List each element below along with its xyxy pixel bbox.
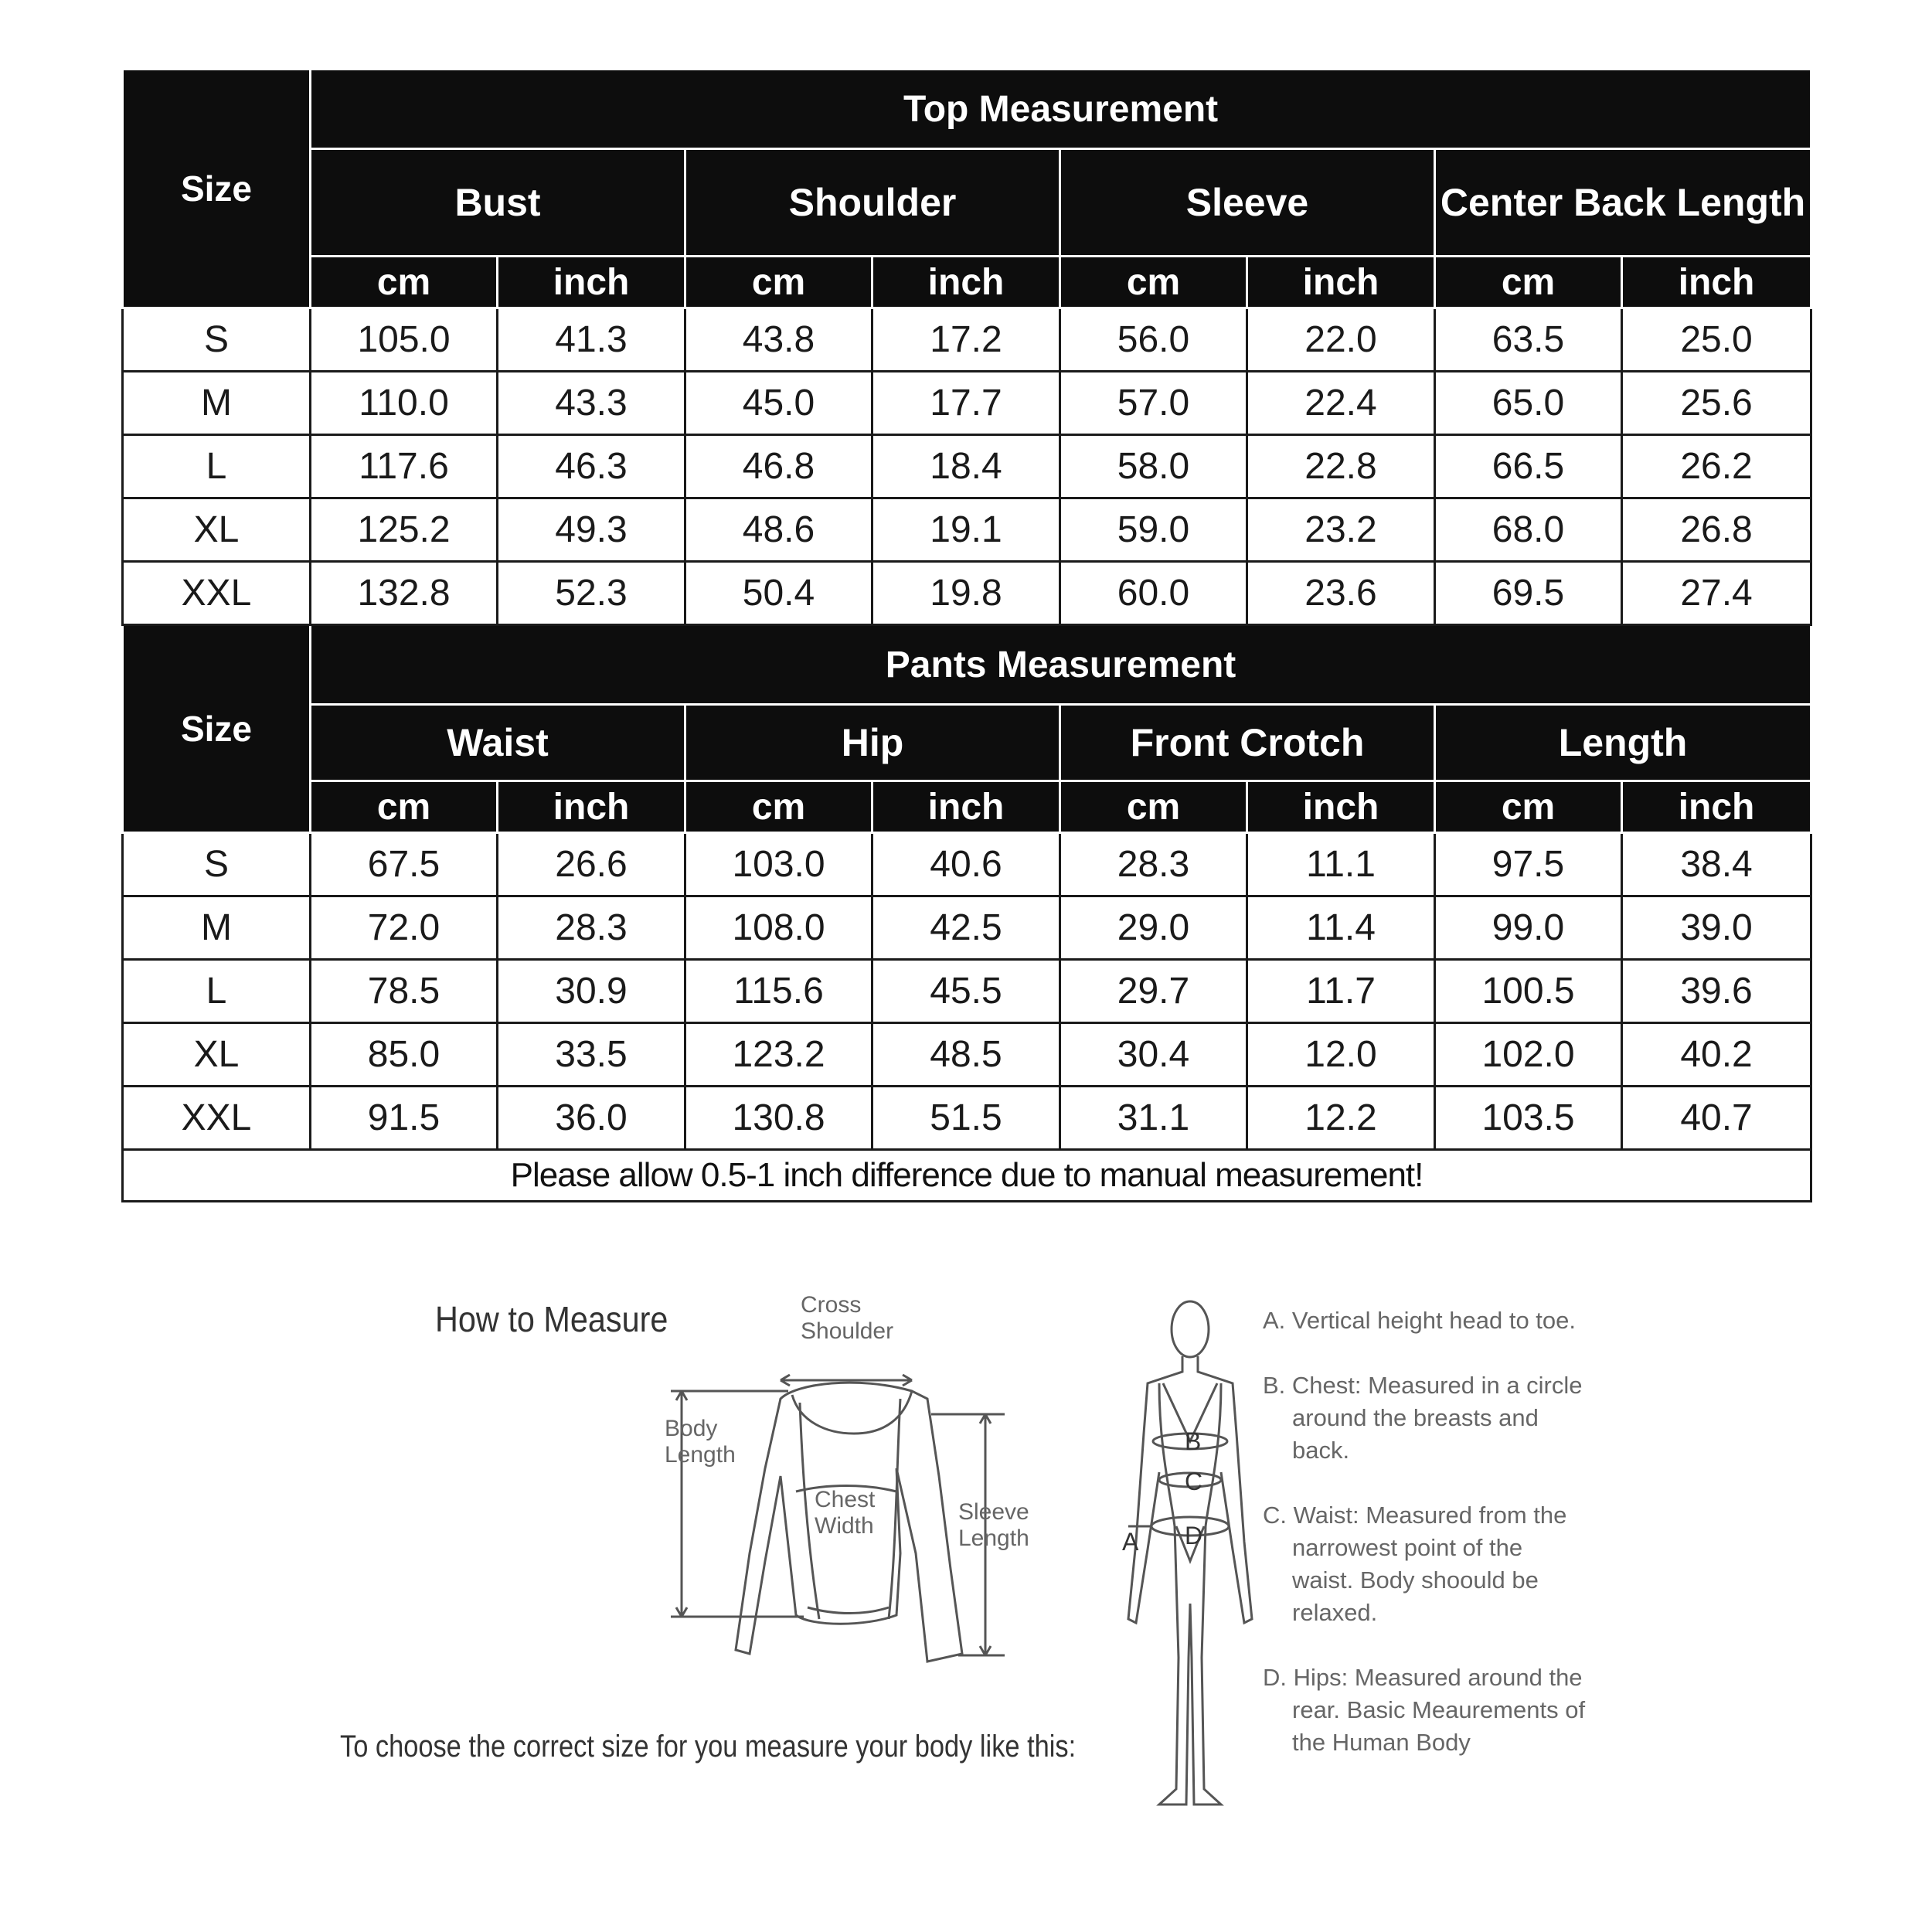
value-cell: 91.5 — [311, 1087, 498, 1150]
group-header: Waist — [311, 705, 685, 781]
step-item: D. Hips: Measured around the rear. Basic Meaurements of the Human Body — [1263, 1664, 1586, 1756]
unit-header: cm — [1060, 257, 1247, 308]
value-cell: 41.3 — [498, 308, 685, 372]
value-cell: 67.5 — [311, 833, 498, 896]
value-cell: 11.7 — [1247, 960, 1435, 1023]
value-cell: 22.0 — [1247, 308, 1435, 372]
step-item: A. Vertical height head to toe. — [1263, 1307, 1576, 1334]
size-chart-table — [121, 68, 1812, 1202]
value-cell: 108.0 — [685, 896, 872, 960]
value-cell: 103.0 — [685, 833, 872, 896]
table-row — [123, 833, 1811, 896]
size-cell: XXL — [123, 562, 311, 625]
table-row — [123, 498, 1811, 562]
value-cell: 78.5 — [311, 960, 498, 1023]
value-cell: 25.6 — [1622, 372, 1811, 435]
value-cell: 103.5 — [1435, 1087, 1622, 1150]
group-header: Hip — [685, 705, 1060, 781]
table-row — [123, 960, 1811, 1023]
value-cell: 130.8 — [685, 1087, 872, 1150]
value-cell: 65.0 — [1435, 372, 1622, 435]
unit-header: inch — [1247, 781, 1435, 833]
size-cell: S — [123, 308, 311, 372]
body-figure-diagram — [1113, 1294, 1267, 1835]
unit-header: inch — [1622, 781, 1811, 833]
value-cell: 28.3 — [1060, 833, 1247, 896]
value-cell: 17.2 — [872, 308, 1060, 372]
group-header: Center Back Length — [1435, 149, 1811, 257]
value-cell: 39.6 — [1622, 960, 1811, 1023]
unit-header: inch — [1247, 257, 1435, 308]
value-cell: 85.0 — [311, 1023, 498, 1087]
top-measurement-title: Top Measurement — [311, 70, 1811, 149]
top-measurement-section — [123, 70, 1811, 308]
measure-instruction: To choose the correct size for you measure your body like this: — [340, 1730, 1077, 1764]
value-cell: 125.2 — [311, 498, 498, 562]
group-header: Shoulder — [685, 149, 1060, 257]
value-cell: 36.0 — [498, 1087, 685, 1150]
group-header: Front Crotch — [1060, 705, 1435, 781]
value-cell: 11.4 — [1247, 896, 1435, 960]
body-letter-c: C — [1185, 1468, 1203, 1495]
value-cell: 17.7 — [872, 372, 1060, 435]
table-row — [123, 562, 1811, 625]
value-cell: 29.0 — [1060, 896, 1247, 960]
value-cell: 26.8 — [1622, 498, 1811, 562]
group-header: Sleeve — [1060, 149, 1435, 257]
table-row — [123, 308, 1811, 372]
size-cell: XXL — [123, 1087, 311, 1150]
unit-header: cm — [1435, 257, 1622, 308]
value-cell: 38.4 — [1622, 833, 1811, 896]
value-cell: 97.5 — [1435, 833, 1622, 896]
value-cell: 45.0 — [685, 372, 872, 435]
size-cell: L — [123, 960, 311, 1023]
unit-header: cm — [311, 257, 498, 308]
value-cell: 115.6 — [685, 960, 872, 1023]
value-cell: 40.6 — [872, 833, 1060, 896]
value-cell: 45.5 — [872, 960, 1060, 1023]
pants-measurement-title: Pants Measurement — [311, 625, 1811, 705]
unit-header: cm — [685, 257, 872, 308]
step-item: C. Waist: Measured from the narrowest point of the waist. Body shoould be relaxed. — [1263, 1502, 1567, 1626]
value-cell: 31.1 — [1060, 1087, 1247, 1150]
unit-header: cm — [1435, 781, 1622, 833]
pants-data-rows — [123, 833, 1811, 1150]
value-cell: 19.8 — [872, 562, 1060, 625]
unit-header: inch — [498, 257, 685, 308]
value-cell: 68.0 — [1435, 498, 1622, 562]
value-cell: 63.5 — [1435, 308, 1622, 372]
value-cell: 40.7 — [1622, 1087, 1811, 1150]
value-cell: 69.5 — [1435, 562, 1622, 625]
size-cell: XL — [123, 498, 311, 562]
body-length-label: Body Length — [665, 1416, 736, 1468]
how-to-measure-title: How to Measure — [435, 1299, 668, 1339]
table-row — [123, 896, 1811, 960]
pants-measurement-section — [123, 625, 1811, 833]
value-cell: 57.0 — [1060, 372, 1247, 435]
value-cell: 58.0 — [1060, 435, 1247, 498]
value-cell: 46.3 — [498, 435, 685, 498]
step-item: B. Chest: Measured in a circle around the breasts and back. — [1263, 1372, 1583, 1464]
value-cell: 22.4 — [1247, 372, 1435, 435]
size-header: Size — [123, 625, 311, 833]
size-cell: M — [123, 372, 311, 435]
value-cell: 23.2 — [1247, 498, 1435, 562]
value-cell: 27.4 — [1622, 562, 1811, 625]
value-cell: 123.2 — [685, 1023, 872, 1087]
unit-header: inch — [498, 781, 685, 833]
size-header: Size — [123, 70, 311, 308]
unit-header: inch — [1622, 257, 1811, 308]
unit-header: cm — [1060, 781, 1247, 833]
value-cell: 105.0 — [311, 308, 498, 372]
table-row — [123, 435, 1811, 498]
value-cell: 100.5 — [1435, 960, 1622, 1023]
group-header: Length — [1435, 705, 1811, 781]
value-cell: 50.4 — [685, 562, 872, 625]
group-header: Bust — [311, 149, 685, 257]
value-cell: 29.7 — [1060, 960, 1247, 1023]
value-cell: 132.8 — [311, 562, 498, 625]
value-cell: 12.0 — [1247, 1023, 1435, 1087]
value-cell: 43.8 — [685, 308, 872, 372]
value-cell: 46.8 — [685, 435, 872, 498]
value-cell: 23.6 — [1247, 562, 1435, 625]
measurement-note: Please allow 0.5-1 inch difference due to manual measurement! — [123, 1150, 1811, 1202]
value-cell: 60.0 — [1060, 562, 1247, 625]
value-cell: 22.8 — [1247, 435, 1435, 498]
value-cell: 49.3 — [498, 498, 685, 562]
value-cell: 102.0 — [1435, 1023, 1622, 1087]
value-cell: 110.0 — [311, 372, 498, 435]
table-row — [123, 1023, 1811, 1087]
value-cell: 51.5 — [872, 1087, 1060, 1150]
value-cell: 33.5 — [498, 1023, 685, 1087]
value-cell: 12.2 — [1247, 1087, 1435, 1150]
sleeve-length-label: Sleeve Length — [958, 1499, 1029, 1551]
size-cell: L — [123, 435, 311, 498]
value-cell: 39.0 — [1622, 896, 1811, 960]
table-row — [123, 372, 1811, 435]
value-cell: 52.3 — [498, 562, 685, 625]
value-cell: 30.9 — [498, 960, 685, 1023]
value-cell: 48.6 — [685, 498, 872, 562]
value-cell: 11.1 — [1247, 833, 1435, 896]
value-cell: 42.5 — [872, 896, 1060, 960]
value-cell: 43.3 — [498, 372, 685, 435]
value-cell: 25.0 — [1622, 308, 1811, 372]
top-data-rows — [123, 308, 1811, 625]
unit-header: inch — [872, 257, 1060, 308]
value-cell: 18.4 — [872, 435, 1060, 498]
size-cell: XL — [123, 1023, 311, 1087]
value-cell: 28.3 — [498, 896, 685, 960]
value-cell: 99.0 — [1435, 896, 1622, 960]
size-cell: M — [123, 896, 311, 960]
value-cell: 72.0 — [311, 896, 498, 960]
unit-header: cm — [685, 781, 872, 833]
chest-width-label: Chest Width — [815, 1487, 876, 1539]
body-letter-b: B — [1185, 1427, 1202, 1455]
value-cell: 66.5 — [1435, 435, 1622, 498]
table-row — [123, 1087, 1811, 1150]
body-letter-a: A — [1122, 1528, 1139, 1556]
value-cell: 26.6 — [498, 833, 685, 896]
cross-shoulder-label: Cross Shoulder — [801, 1292, 894, 1344]
value-cell: 30.4 — [1060, 1023, 1247, 1087]
unit-header: cm — [311, 781, 498, 833]
measurement-steps — [1263, 1304, 1587, 1791]
value-cell: 26.2 — [1622, 435, 1811, 498]
size-cell: S — [123, 833, 311, 896]
body-letter-d: D — [1185, 1522, 1203, 1549]
unit-header: inch — [872, 781, 1060, 833]
value-cell: 56.0 — [1060, 308, 1247, 372]
value-cell: 59.0 — [1060, 498, 1247, 562]
value-cell: 19.1 — [872, 498, 1060, 562]
value-cell: 48.5 — [872, 1023, 1060, 1087]
value-cell: 40.2 — [1622, 1023, 1811, 1087]
value-cell: 117.6 — [311, 435, 498, 498]
